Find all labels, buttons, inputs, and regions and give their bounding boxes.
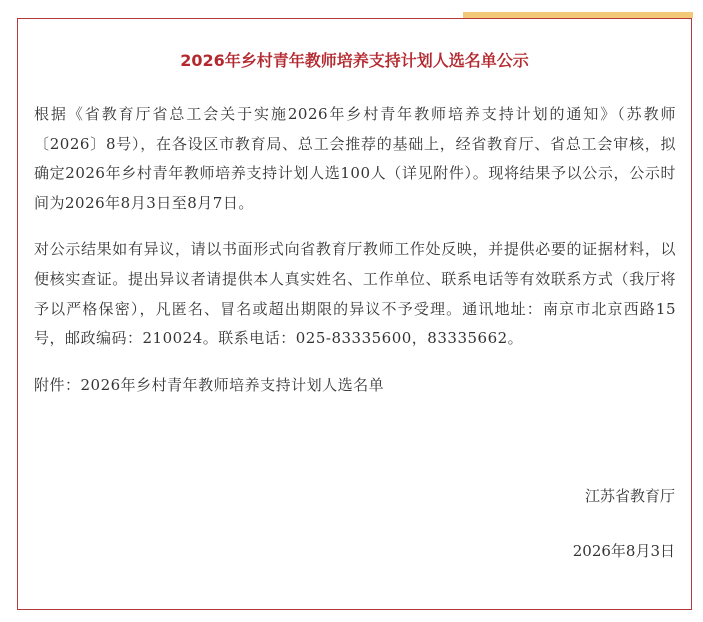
signature-organization: 江苏省教育厅 [584,487,675,505]
notice-body [34,100,676,417]
paragraph-attachment[interactable]: 附件：2026年乡村青年教师培养支持计划人选名单 [34,375,385,394]
paragraph-objection: 对公示结果如有异议，请以书面形式向省教育厅教师工作处反映，并提供必要的证据材料，以便核实查证。提出异议者请提供本人真实姓名、工作单位、联系电话等有效联系方式（我厅将予以严格保密），凡匿名、冒名或超出期限的异议不予受理。通讯地址：南京市北京西路15号，邮政编码：210024。联系电话：025-83335600，83335662。 [34,240,676,348]
paragraph-basis: 根据《省教育厅省总工会关于实施2026年乡村青年教师培养支持计划的通知》（苏教师〔2026〕8号），在各设区市教育局、总工会推荐的基础上，经省教育厅、省总工会审核，拟确定2026年乡村青年教师培养支持计划人选100人（详见附件）。现将结果予以公示，公示时间为2026年8月3日至8月7日。 [34,105,676,212]
notice-title: 2026年乡村青年教师培养支持计划人选名单公示 [180,51,529,70]
signature-date: 2026年8月3日 [572,542,675,560]
